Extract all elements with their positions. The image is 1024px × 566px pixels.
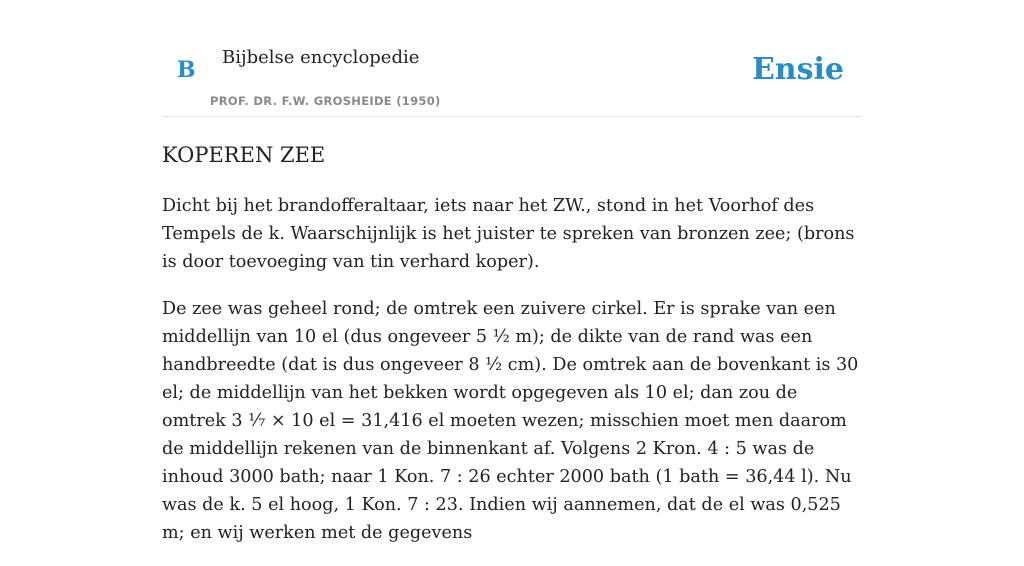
ensie-logo[interactable]: Ensie (751, 52, 844, 87)
article-body (162, 192, 862, 566)
book-header (162, 0, 862, 117)
article-paragraph: Dicht bij het brandofferaltaar, iets naar het ZW., stond in het Voorhof des Tempels de k. Waarschijnlijk is het juister te spreken van bronzen zee; (brons is door toevoeging van tin verhard koper). (162, 196, 855, 272)
article-paragraph: De zee was geheel rond; de omtrek een zuivere cirkel. Er is sprake van een middellijn van 10 el (dus ongeveer 5 ¹⁄₂ m); de dikte van de rand was een handbreedte (dat is dus ongeveer 8 ¹⁄₂ cm). De omtrek aan de bovenkant is 30 el; de middellijn van het bekken wordt opgegeven als 10 el; dan zou de omtrek 3 ¹⁄₇ × 10 el = 31,416 el moeten wezen; misschien moet men daarom de middellijn rekenen van de binnenkant af. Volgens 2 Kron. 4 : 5 was de inhoud 3000 bath; naar 1 Kon. 7 : 26 echter 2000 bath (1 bath = 36,44 l). Nu was de k. 5 el hoog, 1 Kon. 7 : 23. Indien wij aannemen, dat de el was 0,525 m; en wij werken met de gegevens (162, 299, 859, 543)
article-title: KOPEREN ZEE (162, 143, 326, 167)
book-author: PROF. DR. F.W. GROSHEIDE (1950) (210, 94, 441, 108)
book-letter-badge[interactable]: B (177, 57, 196, 83)
book-title-link[interactable]: Bijbelse encyclopedie (222, 47, 420, 68)
